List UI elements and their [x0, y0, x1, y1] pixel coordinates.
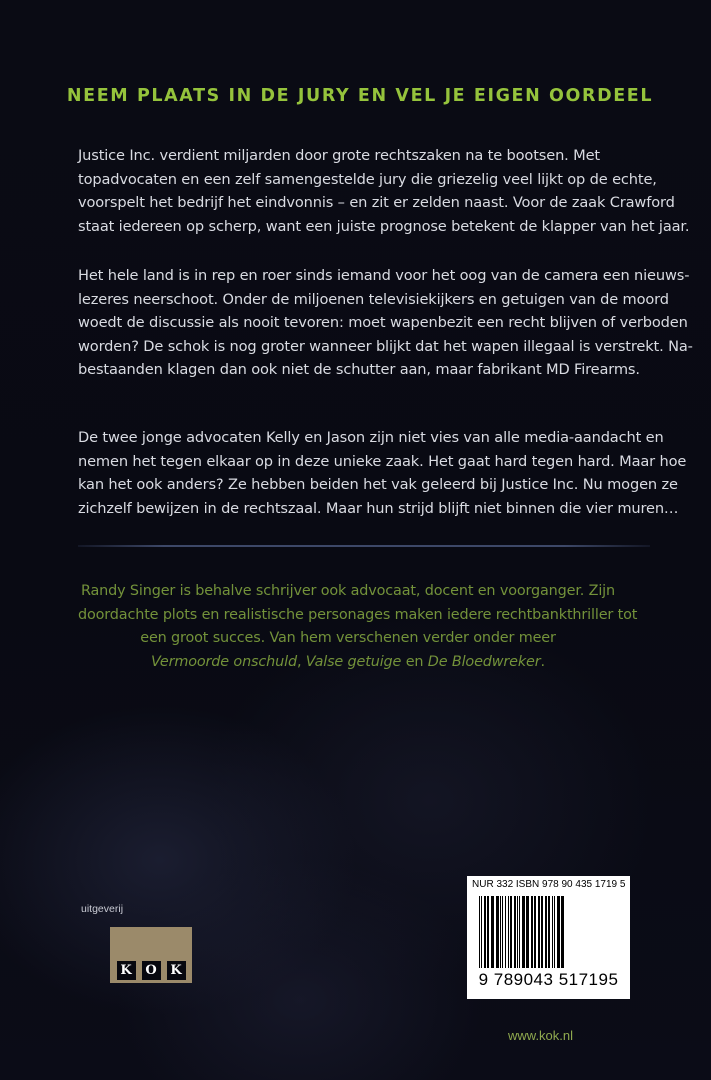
text-line: topadvocaten en een zelf samengestelde jury die griezelig veel lijkt op de echte,	[78, 170, 657, 188]
separator: en	[401, 653, 428, 670]
text-line: lezeres neerschoot. Onder de miljoenen televisiekijkers en getuigen van de moord	[78, 290, 669, 308]
text-line: Justice Inc. verdient miljarden door grote rechtszaken na te bootsen. Met	[78, 147, 600, 164]
blurb-paragraph-1	[78, 144, 690, 238]
isbn-header: NUR 332 ISBN 978 90 435 1719 5	[472, 879, 626, 890]
barcode-bars	[477, 896, 620, 970]
blurb-paragraph-3	[78, 426, 687, 520]
blurb-paragraph-2	[78, 264, 693, 382]
logo-letters	[110, 961, 192, 980]
barcode-panel	[467, 876, 630, 999]
logo-letter: O	[142, 961, 161, 980]
text-line: staat iedereen op scherp, want een juiste prognose betekent de klapper van het jaar.	[78, 217, 690, 235]
text-line: De twee jonge advocaten Kelly en Jason zijn niet vies van alle media-aandacht en	[78, 429, 664, 446]
text-line: bestaanden klagen dan ook niet de schutter aan, maar fabrikant MD Firearms.	[78, 361, 640, 378]
bio-line: Randy Singer is behalve schrijver ook advocaat, docent en voorganger. Zijn	[80, 583, 615, 599]
publisher-logo	[110, 927, 192, 983]
bio-line: een groot succes. Van hem verschenen verder onder meer	[140, 630, 556, 646]
text-line: worden? De schok is nog groter wanneer blijkt dat het wapen illegaal is verstrekt. Na-	[78, 337, 693, 355]
text-line: voorspelt het bedrijf het eindvonnis – en zit er zelden naast. Voor de zaak Crawford	[78, 194, 675, 211]
text-line: zichzelf bewijzen in de rechtszaal. Maar hun strijd blijft niet binnen die vier muren…	[78, 499, 679, 517]
text-line: Het hele land is in rep en roer sinds iemand voor het oog van de camera een nieuws-	[78, 267, 690, 284]
text-line: woedt de discussie als nooit tevoren: moet wapenbezit een recht blijven of verboden	[78, 314, 688, 331]
book-title: Vermoorde onschuld	[151, 653, 297, 670]
logo-letter: K	[117, 961, 136, 980]
separator: .	[540, 653, 545, 670]
author-bio	[78, 580, 638, 674]
book-title: Valse getuige	[305, 653, 402, 670]
barcode-number: 9 789043 517195	[478, 970, 619, 989]
publisher-website: www.kok.nl	[508, 1028, 574, 1043]
section-divider	[78, 545, 650, 547]
bio-titles-line	[78, 651, 618, 675]
bio-line: doordachte plots en realistische personages maken iedere rechtbankthriller tot	[78, 606, 638, 623]
publisher-label: uitgeverij	[81, 903, 124, 915]
headline: NEEM PLAATS IN DE JURY EN VEL JE EIGEN OORDEEL	[66, 86, 654, 106]
logo-letter: K	[167, 961, 186, 980]
book-title: De Bloedwreker	[427, 653, 541, 670]
text-line: nemen het tegen elkaar op in deze unieke zaak. Het gaat hard tegen hard. Maar hoe	[78, 452, 687, 470]
text-line: kan het ook anders? Ze hebben beiden het vak geleerd bij Justice Inc. Nu mogen ze	[78, 476, 678, 493]
separator: ,	[296, 653, 306, 670]
